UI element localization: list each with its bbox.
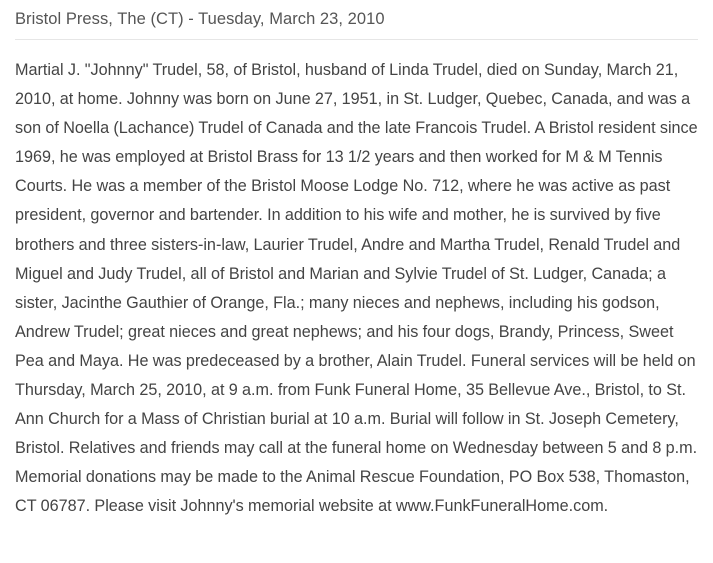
header-divider: [15, 39, 698, 40]
article-header: [15, 8, 698, 40]
publication-source-date: Bristol Press, The (CT) - Tuesday, March 23, 2010: [15, 10, 385, 28]
obituary-text: Martial J. "Johnny" Trudel, 58, of Bristol, husband of Linda Trudel, died on Sunday, March 21, 2010, at home. Johnny was born on June 27, 1951, in St. Ludger, Quebec, Canada, and was a son of Noella (Lachance) Trudel of Canada and the late Francois Trudel. A Bristol resident since 1969, he was employed at Bristol Brass for 13 1/2 years and then worked for M & M Tennis Courts. He was a member of the Bristol Moose Lodge No. 712, where he was active as past president, governor and bartender. In addition to his wife and mother, he is survived by five brothers and three sisters-in-law, Laurier Trudel, Andre and Martha Trudel, Renald Trudel and Miguel and Judy Trudel, all of Bristol and Marian and Sylvie Trudel of St. Ludger, Canada; a sister, Jacinthe Gauthier of Orange, Fla.; many nieces and nephews, including his godson, Andrew Trudel; great nieces and great nephews; and his four dogs, Brandy, Princess, Sweet Pea and Maya. He was predeceased by a brother, Alain Trudel. Funeral services will be held on Thursday, March 25, 2010, at 9 a.m. from Funk Funeral Home, 35 Bellevue Ave., Bristol, to St. Ann Church for a Mass of Christian burial at 10 a.m. Burial will follow in St. Joseph Cemetery, Bristol. Relatives and friends may call at the funeral home on Wednesday between 5 and 8 p.m. Memorial donations may be made to the Animal Rescue Foundation, PO Box 538, Thomaston, CT 06787. Please visit Johnny's memorial website at www.FunkFuneralHome.com.: [15, 61, 698, 516]
